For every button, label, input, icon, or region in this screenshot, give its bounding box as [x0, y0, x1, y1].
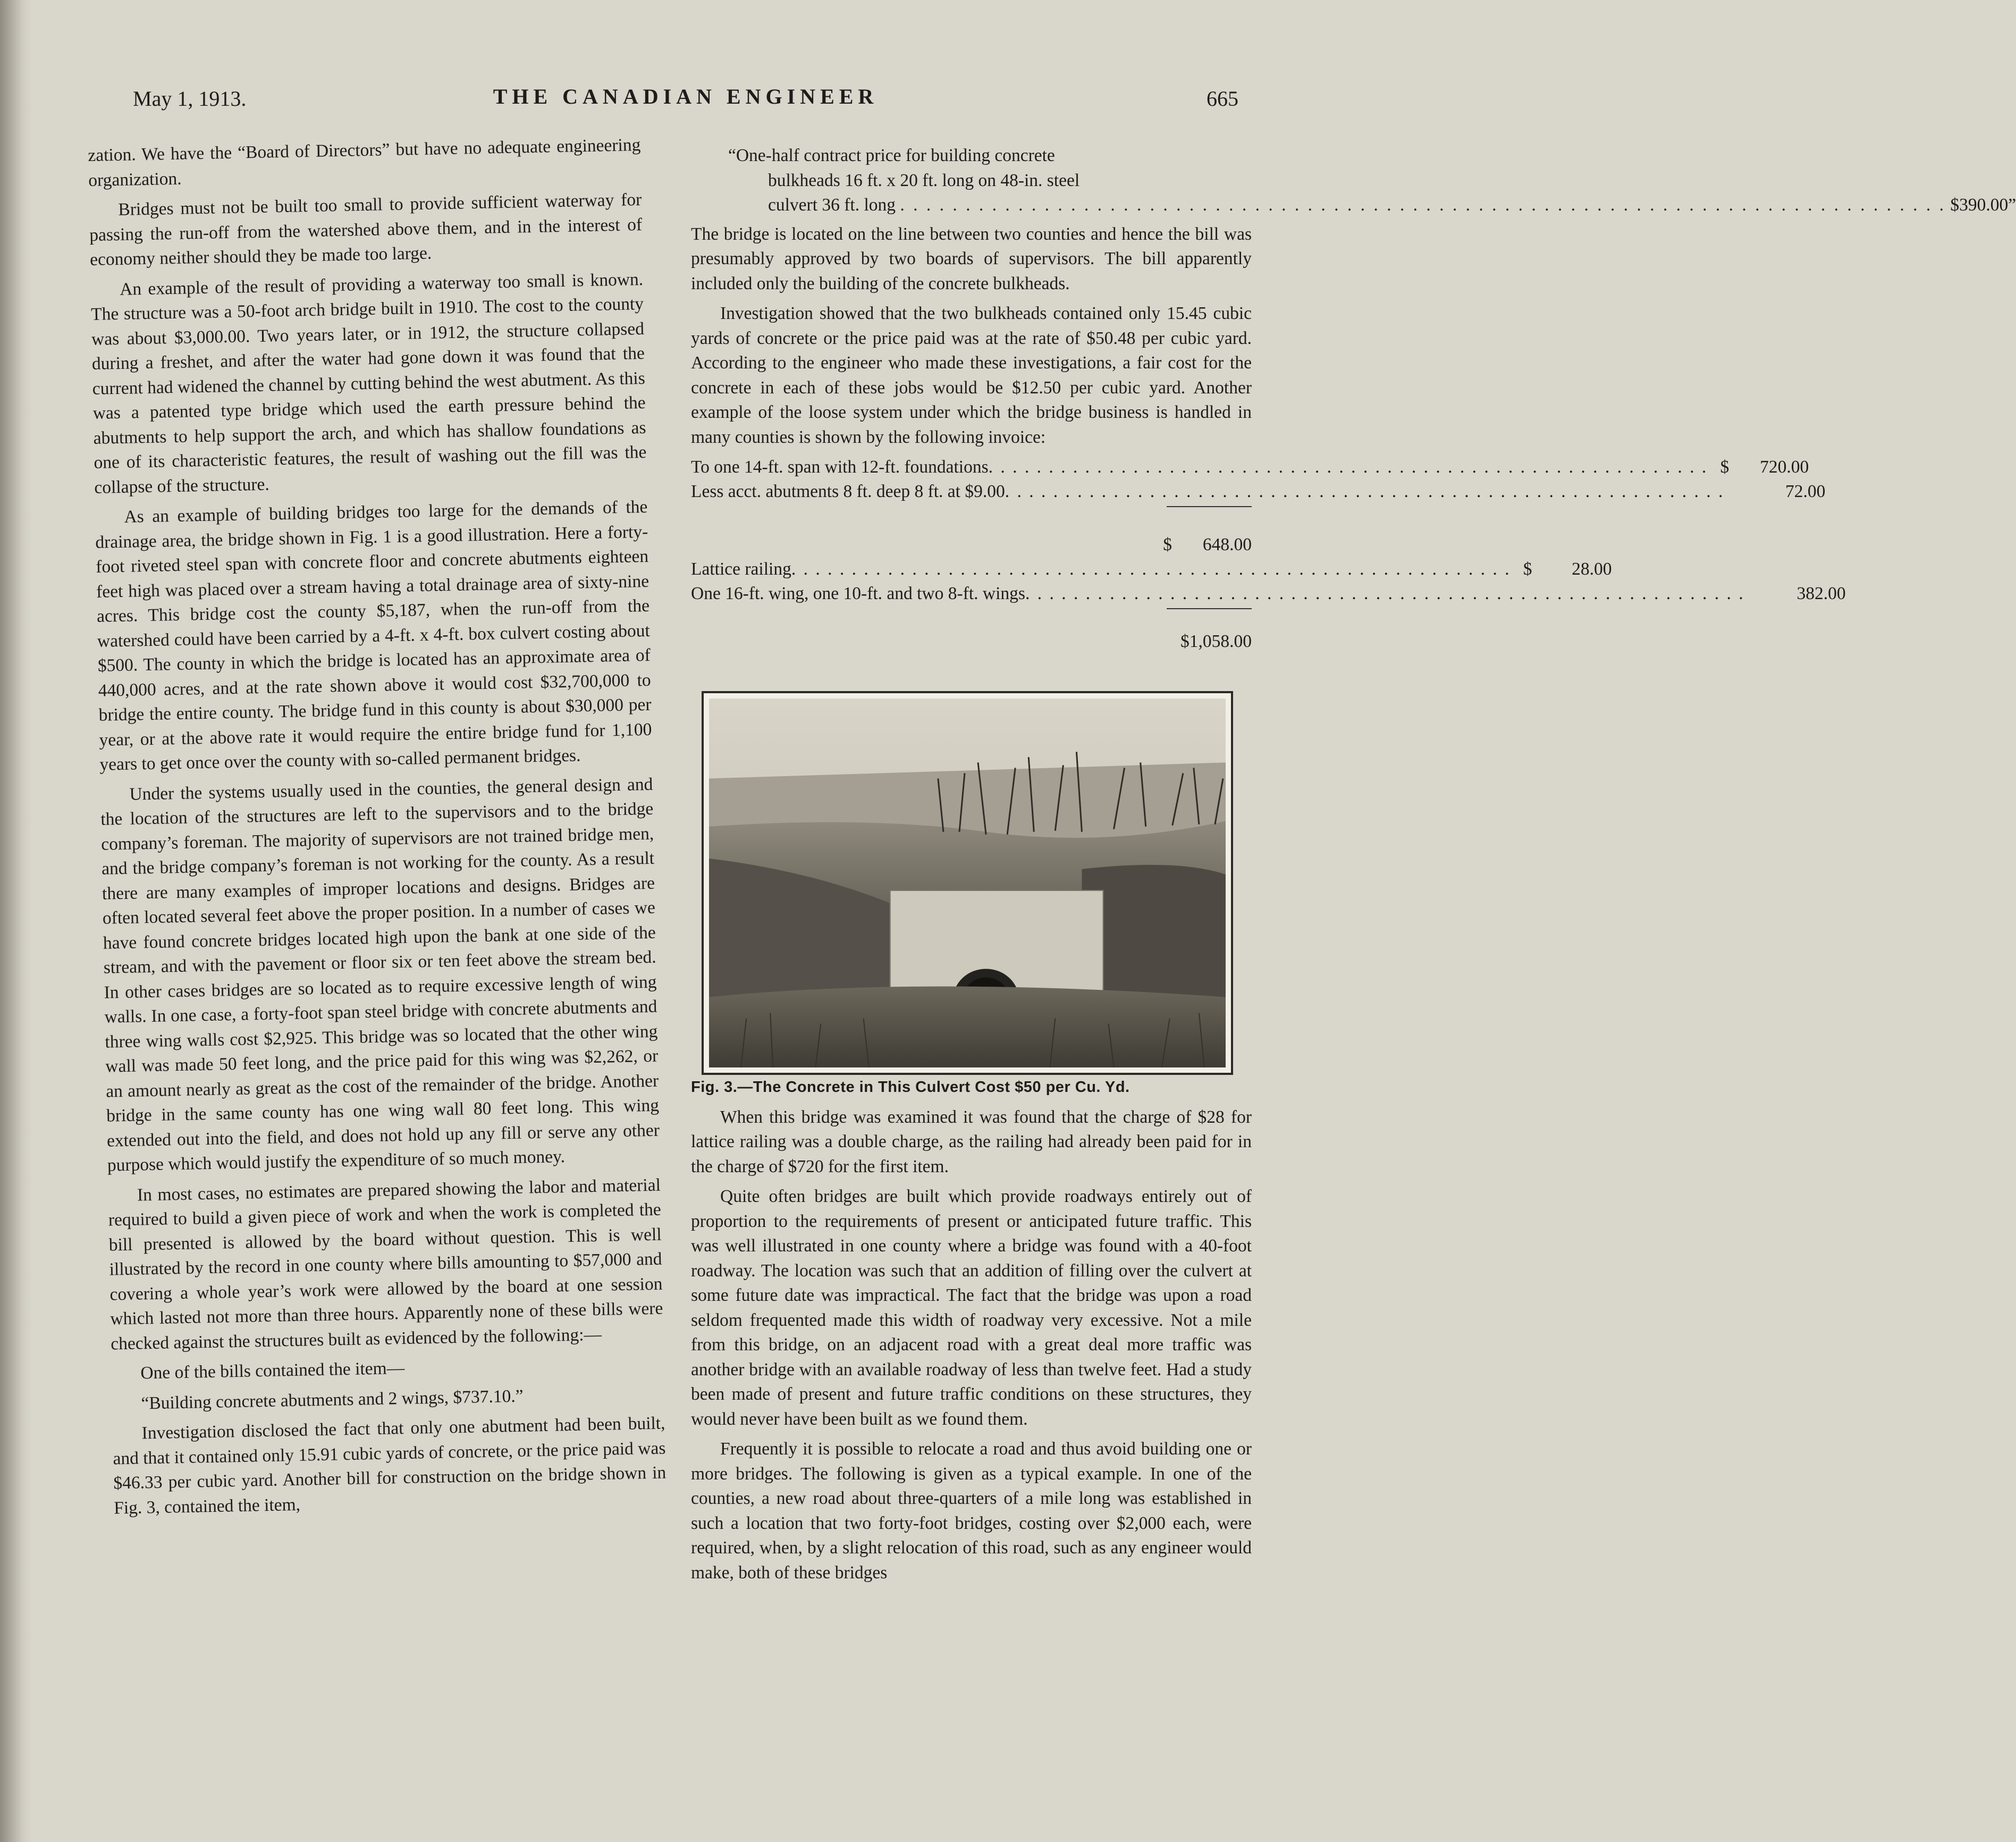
- paragraph: When this bridge was examined it was found that the charge of $28 for lattice railing was a double charge, as the railing had already been paid for in the charge of $720 for the first item.: [691, 1107, 1252, 1176]
- invoice-desc: Less acct. abutments 8 ft. deep 8 ft. at $9.00: [691, 482, 1005, 501]
- paragraph: Investigation showed that the two bulkheads contained only 15.45 cubic yards of concrete or the price paid was at the rate of $50.48 per cubic yard. According to the engineer who made these investigations, a fair cost for the concrete in each of these jobs would be $12.50 per cubic yard. Another example of the loose system under which the bridge business is handled in many counties is shown by the following invoice:: [691, 304, 1252, 447]
- paragraph: An example of the result of providing a waterway too small is known. The structure was a 50-foot arch bridge built in 1910. The cost to the county was about $3,000.00. Two years later, or in 1912, the structure collapsed during a freshet, and after the water had gone down it was found that the current had widened the channel by cutting behind the west abutment. As this was a patented type bridge which used the earth pressure behind the abutments to help support the arch, and which has shallow foundations as one of its characteristic features, the result of washing out the fill was the collapse of the structure.: [90, 269, 647, 498]
- running-header: [133, 80, 1238, 122]
- currency-sign: $: [1720, 457, 1730, 477]
- invoice-amount: 720.00: [1760, 457, 1809, 477]
- invoice-total-row: [691, 629, 1252, 654]
- currency-sign: $: [1523, 559, 1532, 579]
- invoice-amount: 72.00: [1785, 482, 1826, 501]
- invoice-row: [691, 480, 1826, 504]
- right-column: [691, 144, 2016, 1813]
- invoice-row: [691, 582, 1846, 606]
- culvert-photo: [709, 699, 1226, 1067]
- currency-sign: $: [1163, 535, 1172, 554]
- paragraph: Under the systems usually used in the counties, the general design and the location of the structures are left to the supervisors and to the bridge company’s foreman. The majority of supervisors are not trained bridge men, and the bridge company’s foreman is not working for the county. As a result there are many examples of improper locations and designs. Bridges are often located several feet above the proper position. In a number of cases we have found concrete bridges located high upon the bank at one side of the stream, and with the pavement or floor six or ten feet above the stream bed. In other cases bridges are so located as to require excessive length of wing walls. In one case, a forty-foot span steel bridge with concrete abutments and three wing walls cost $2,925. This bridge was so located that the other wing wall was made 50 feet long, and the price paid for this wing was $2,262, or an amount nearly as great as the cost of the remainder of the bridge. Another bridge in the same county has one wing wall 80 feet long. This wing extended out into the field, and does not hold up any fill or serve any other purpose which would justify the expenditure of so much money.: [100, 774, 660, 1175]
- quote-line: “One-half contract price for building concrete: [728, 146, 1055, 165]
- spacer: [691, 613, 1252, 629]
- dot-leader: [1025, 582, 1745, 607]
- invoice-amount: 382.00: [1796, 584, 1846, 603]
- invoice-desc: One 16-ft. wing, one 10-ft. and two 8-ft. wings: [691, 584, 1025, 603]
- paragraph: As an example of building bridges too large for the demands of the drainage area, the bridge shown in Fig. 1 is a good illustration. Here a forty-foot riveted steel span with concrete floor and concrete abutments eighteen feet high was placed over a stream having a total drainage area of sixty-nine acres. This bridge cost the county $5,187, when the run-off from the watershed could have been carried by a 4-ft. x 4-ft. box culvert costing about $500. The county in which the bridge is located has an approximate area of 440,000 acres, and at the rate shown above it would cost $32,700,000 to bridge the entire county. The bridge fund in this county is about $30,000 per year, or at the above rate it would require the entire bridge fund for 1,100 years to get once over the county with so-called permanent bridges.: [95, 497, 652, 775]
- left-column: [88, 133, 672, 1802]
- dot-leader: [989, 455, 1708, 480]
- paragraph: zation. We have the “Board of Directors” but have no adequate engineering organization.: [88, 135, 641, 190]
- invoice-total: $1,058.00: [1180, 632, 1252, 651]
- invoice-subtotal-row: [691, 533, 1252, 557]
- sum-rule: [1167, 608, 1252, 609]
- paragraph: In most cases, no estimates are prepared showing the labor and material required to build a given piece of work and when the work is completed the bill presented is allowed by the board without question. This is well illustrated by the record in one county where bills amounting to $57,000 and covering a whole year’s work were allowed by the board at one session which lasted not more than three hours. Apparently none of these bills were checked against the structures built as evidenced by the following:—: [108, 1175, 663, 1354]
- sum-rule: [1167, 506, 1252, 507]
- invoice-amount: 28.00: [1572, 559, 1612, 579]
- spacer: [691, 511, 1252, 533]
- page-number: 665: [1207, 87, 1238, 111]
- invoice-desc: To one 14-ft. span with 12-ft. foundations: [691, 457, 989, 477]
- figure-3-photo-frame: [702, 691, 1233, 1075]
- invoice-row: [691, 455, 1809, 480]
- paragraph: Bridges must not be built too small to provide sufficient waterway for passing the run-off from the watershed above them, and in the interest of economy neither should they be made too large.: [89, 190, 643, 270]
- quoted-item: “Building concrete abutments and 2 wings, $737.10.”: [141, 1386, 524, 1414]
- invoice-desc: Lattice railing: [691, 559, 791, 579]
- dot-leader: [791, 557, 1511, 582]
- quote-line: bulkheads 16 ft. x 20 ft. long on 48-in. steel: [768, 170, 1080, 190]
- issue-date: May 1, 1913.: [133, 87, 247, 111]
- paragraph: Investigation disclosed the fact that only one abutment had been built, and that it contained only 15.91 cubic yards of concrete, or the price paid was $46.33 per cubic yard. Another bill for construction on the bridge shown in Fig. 3, contained the item,: [113, 1413, 667, 1518]
- dot-leader: [1005, 480, 1725, 504]
- quote-line: [691, 193, 2016, 218]
- paragraph: Quite often bridges are built which provide roadways entirely out of proportion to the requirements of present or anticipated future traffic. This was well illustrated in one county where a bridge was found with a 40-foot roadway. The location was such that an addition of filling over the culvert at some future date was impractical. The fact that the bridge was upon a road seldom frequented made this width of roadway very excessive. Not a mile from this bridge, on an adjacent road with a great deal more traffic was another bridge with an available roadway of less than twelve feet. Had a study been made of present and future traffic conditions on these structures, they would never have been built as we found them.: [691, 1187, 1252, 1429]
- dot-leader: [900, 195, 1946, 215]
- quote-line-text: culvert 36 ft. long: [768, 195, 896, 215]
- page-binding-shadow: [0, 0, 32, 1842]
- invoice-subtotal: 648.00: [1202, 535, 1252, 554]
- paragraph: One of the bills contained the item—: [140, 1358, 405, 1383]
- journal-title: THE CANADIAN ENGINEER: [493, 85, 879, 108]
- paragraph: The bridge is located on the line between two counties and hence the bill was presumably approved by two boards of supervisors. The bill apparently included only the building of the concrete bulkheads.: [691, 224, 1252, 293]
- invoice-table: [691, 455, 1846, 654]
- quote-amount: $390.00”: [1950, 195, 2016, 215]
- paragraph: Frequently it is possible to relocate a road and thus avoid building one or more bridges. The following is given as a typical example. In one of the counties, a new road about three-quarters of a mile long was established in such a location that two forty-foot bridges, costing over $2,000 each, were required, when, by a slight relocation of this road, such as any engineer would make, both of these bridges: [691, 1439, 1252, 1583]
- invoice-row: [691, 557, 1612, 582]
- figure-caption: Fig. 3.—The Concrete in This Culvert Cost $50 per Cu. Yd.: [691, 1079, 1130, 1096]
- quoted-invoice-item: [691, 144, 2016, 218]
